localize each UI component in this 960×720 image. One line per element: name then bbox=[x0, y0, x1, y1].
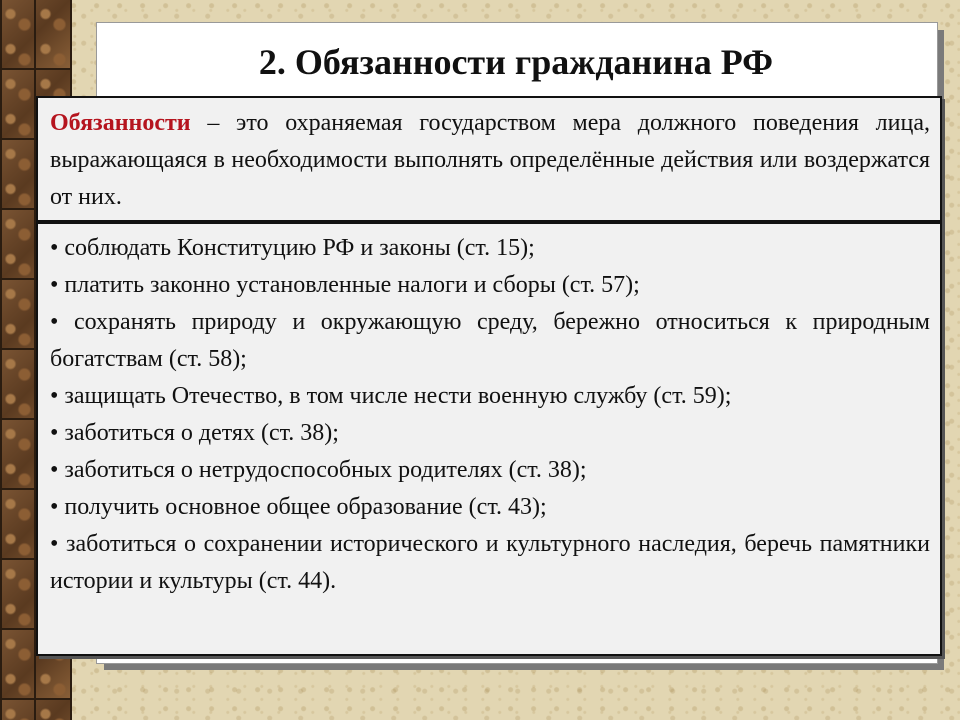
duties-list bbox=[50, 230, 930, 600]
duty-item: • защищать Отечество, в том числе нести военную службу (ст. 59); bbox=[50, 383, 732, 409]
duty-item: • платить законно установленные налоги и сборы (ст. 57); bbox=[50, 272, 640, 298]
duty-item: • сохранять природу и окружающую среду, бережно относиться к природным богатствам (ст. 58); bbox=[50, 309, 930, 372]
definition-text: – это охраняемая государством мера должного поведения лица, выражающаяся в необходимости выполнять определённые действия или воздержатся от них. bbox=[50, 110, 930, 210]
definition-term: Обязанности bbox=[50, 110, 191, 136]
duty-item: • получить основное общее образование (ст. 43); bbox=[50, 494, 547, 520]
duty-item: • соблюдать Конституцию РФ и законы (ст. 15); bbox=[50, 235, 535, 261]
slide-title: 2. Обязанности гражданина РФ bbox=[258, 42, 774, 82]
duty-item: • заботиться о нетрудоспособных родителях (ст. 38); bbox=[50, 457, 587, 483]
duty-item: • заботиться о сохранении исторического и культурного наследия, беречь памятники истории и культуры (ст. 44). bbox=[50, 531, 930, 594]
definition-box bbox=[36, 96, 942, 222]
duty-item: • заботиться о детях (ст. 38); bbox=[50, 420, 339, 446]
duties-box bbox=[36, 222, 942, 656]
